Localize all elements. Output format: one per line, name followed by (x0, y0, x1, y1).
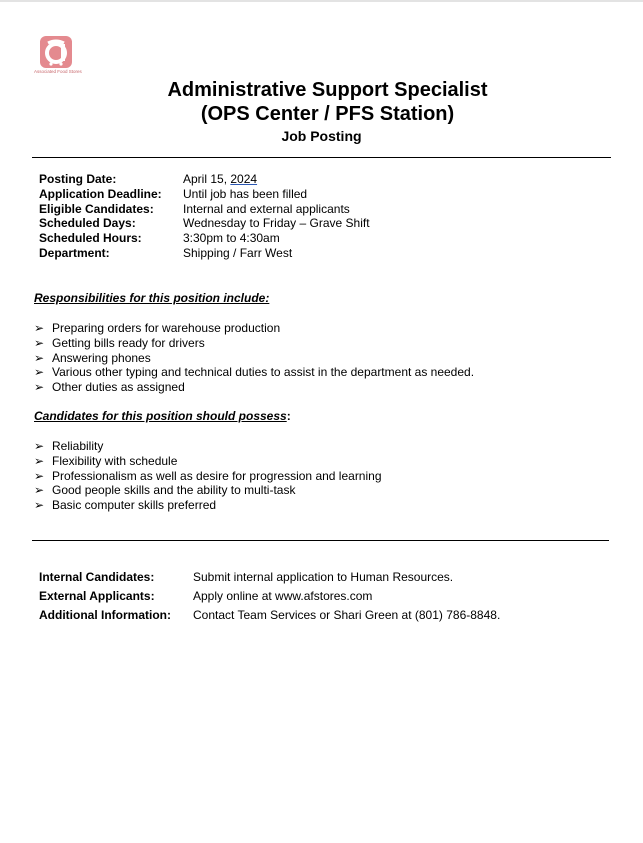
list-item-text: Professionalism as well as desire for progression and learning (52, 468, 382, 483)
detail-value: 3:30pm to 4:30am (183, 231, 280, 246)
posting-date-year: 2024 (230, 172, 258, 186)
footer-divider (32, 540, 609, 541)
list-item (34, 498, 382, 513)
arrowhead-bullet-icon: ➢ (34, 453, 45, 468)
contact-value: Apply online at www.afstores.com (193, 589, 373, 603)
detail-row-eligible (39, 202, 370, 217)
job-title: Administrative Support Specialist (167, 79, 488, 101)
arrowhead-bullet-icon: ➢ (34, 380, 45, 395)
detail-label: Application Deadline: (39, 186, 162, 201)
responsibilities-list (34, 321, 474, 395)
detail-value: Internal and external applicants (183, 201, 350, 216)
logo-badge (40, 36, 72, 68)
detail-row-days (39, 216, 370, 231)
arrowhead-bullet-icon: ➢ (34, 468, 45, 483)
contact-label: Additional Information: (39, 608, 171, 622)
contact-row-internal (39, 568, 500, 587)
list-item-text: Basic computer skills preferred (52, 498, 217, 513)
detail-label: Eligible Candidates: (39, 201, 154, 216)
detail-label: Posting Date: (39, 172, 117, 186)
qualifications-heading-text: Candidates for this position should possess (34, 409, 287, 423)
detail-row-posting-date (39, 172, 370, 187)
list-item (34, 365, 474, 380)
contact-value: Submit internal application to Human Resources. (193, 570, 454, 584)
list-item-text: Getting bills ready for drivers (52, 335, 205, 350)
contact-row-external (39, 587, 500, 606)
list-item-text: Answering phones (52, 350, 151, 365)
list-item-text: Reliability (52, 439, 104, 453)
list-item-text: Various other typing and technical duties to assist in the department as needed. (52, 365, 475, 380)
qualifications-heading (34, 409, 291, 423)
posting-details (39, 172, 370, 261)
company-logo (34, 36, 90, 78)
detail-row-deadline (39, 187, 370, 202)
arrowhead-bullet-icon: ➢ (34, 321, 45, 335)
detail-label: Scheduled Hours: (39, 231, 142, 246)
posting-title-block (0, 78, 643, 145)
list-item (34, 321, 474, 336)
list-item (34, 380, 474, 395)
arrowhead-bullet-icon: ➢ (34, 483, 45, 498)
responsibilities-heading: Responsibilities for this position include: (34, 291, 270, 305)
list-item-text: Preparing orders for warehouse production (52, 321, 281, 335)
detail-value: Wednesday to Friday – Grave Shift (183, 216, 370, 231)
contact-label: External Applicants: (39, 589, 155, 603)
logo-a-mark-icon (40, 36, 72, 68)
detail-value: Shipping / Farr West (183, 245, 293, 260)
window-top-edge (0, 0, 643, 2)
detail-row-department (39, 246, 370, 261)
detail-value (183, 172, 257, 187)
list-item-text: Flexibility with schedule (52, 453, 178, 468)
posting-date-prefix: April 15, (183, 172, 231, 186)
list-item-text: Other duties as assigned (52, 380, 185, 395)
contact-section (39, 568, 500, 625)
qualifications-heading-colon: : (286, 409, 291, 423)
detail-value: Until job has been filled (183, 186, 308, 201)
list-item (34, 469, 382, 484)
list-item (34, 483, 382, 498)
list-item (34, 439, 382, 454)
arrowhead-bullet-icon: ➢ (34, 335, 45, 350)
list-item (34, 336, 474, 351)
contact-row-additional (39, 606, 500, 625)
arrowhead-bullet-icon: ➢ (34, 365, 45, 380)
contact-label: Internal Candidates: (39, 570, 155, 584)
detail-label: Scheduled Days: (39, 216, 136, 231)
qualifications-list (34, 439, 382, 513)
arrowhead-bullet-icon: ➢ (34, 439, 45, 453)
contact-value: Contact Team Services or Shari Green at (801) 786-8848. (193, 608, 501, 622)
job-location: (OPS Center / PFS Station) (200, 103, 455, 125)
arrowhead-bullet-icon: ➢ (34, 350, 45, 365)
detail-row-hours (39, 231, 370, 246)
header-divider (32, 157, 611, 158)
arrowhead-bullet-icon: ➢ (34, 498, 45, 513)
list-item (34, 454, 382, 469)
list-item (34, 351, 474, 366)
detail-label: Department: (39, 245, 110, 260)
list-item-text: Good people skills and the ability to multi-task (52, 483, 296, 498)
logo-caption: Associated Food Stores (34, 69, 82, 74)
job-posting-subtitle: Job Posting (281, 128, 362, 144)
